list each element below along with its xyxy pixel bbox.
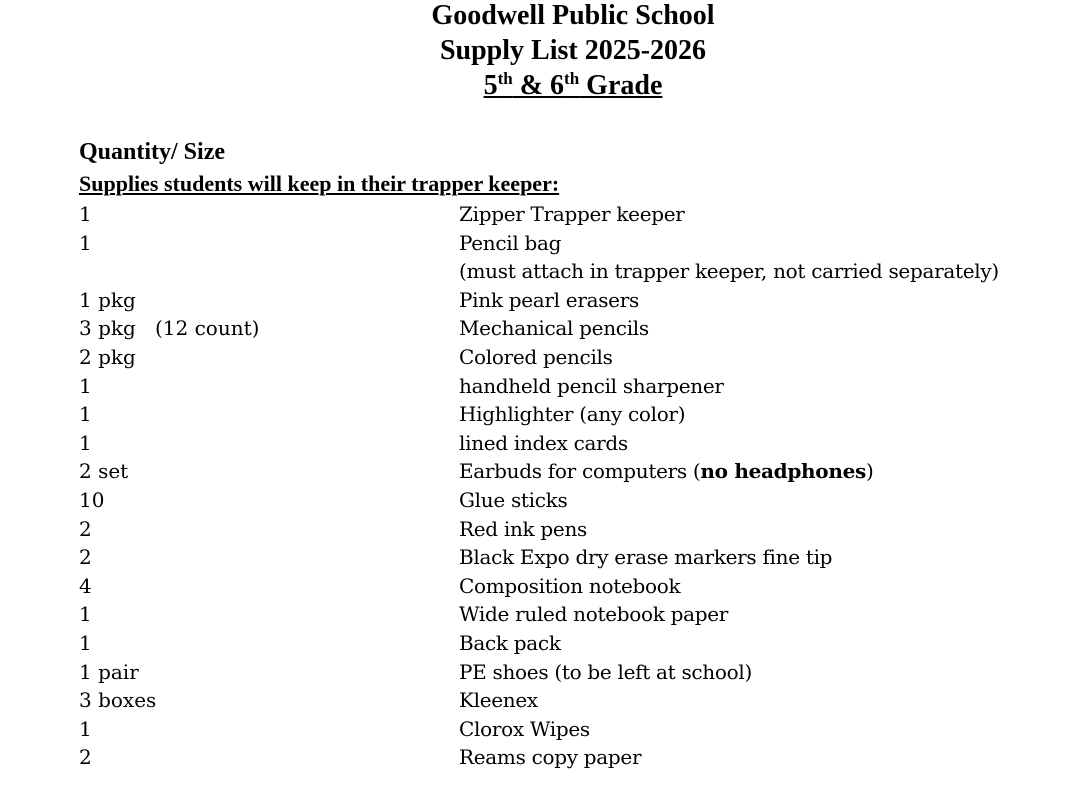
item-quantity	[79, 486, 104, 515]
item-description-text: Pencil bag	[459, 230, 562, 255]
item-quantity	[79, 600, 92, 629]
item-description	[459, 486, 567, 515]
item-description-text: Pink pearl erasers	[459, 287, 639, 312]
section-heading: Supplies students will keep in their trapper keeper:	[79, 171, 560, 196]
list-item	[0, 543, 1065, 572]
item-description-text: (must attach in trapper keeper, not carried separately)	[459, 259, 999, 284]
item-quantity-value: 1 pkg	[79, 287, 136, 312]
item-quantity	[79, 286, 136, 315]
item-description-text: lined index cards	[459, 430, 628, 455]
list-item	[0, 343, 1065, 372]
item-quantity	[79, 658, 139, 687]
item-description	[459, 257, 999, 286]
item-quantity-value: 1	[79, 373, 92, 398]
quantity-heading: Quantity/ Size	[79, 139, 226, 165]
item-description	[459, 715, 590, 744]
item-quantity-value: 10	[79, 487, 105, 512]
item-quantity-value: 1	[79, 430, 92, 455]
item-description-text: Glue sticks	[459, 487, 568, 512]
list-item	[0, 257, 1065, 286]
item-quantity	[79, 457, 128, 486]
item-quantity-value: 3 boxes	[79, 688, 157, 713]
item-description-text: Clorox Wipes	[459, 716, 590, 741]
item-quantity-value: 2	[79, 745, 92, 770]
item-description	[459, 572, 680, 601]
item-description	[459, 429, 628, 458]
item-quantity	[79, 743, 92, 772]
item-quantity	[79, 429, 92, 458]
list-item	[0, 286, 1065, 315]
item-description	[459, 400, 685, 429]
item-quantity-value: 1	[79, 230, 92, 255]
grade-second-suffix: th	[564, 69, 580, 88]
item-description	[459, 543, 832, 572]
item-quantity-value: 2 pkg	[79, 344, 136, 369]
list-item	[0, 486, 1065, 515]
item-quantity	[79, 229, 92, 258]
grade-title	[0, 68, 1065, 103]
grade-first-num: 5	[483, 70, 498, 101]
item-quantity-value: 1	[79, 716, 92, 741]
grade-first-suffix: th	[497, 69, 513, 88]
item-description-text: Highlighter (any color)	[459, 402, 686, 427]
item-description	[459, 600, 728, 629]
item-quantity-value: 2	[79, 516, 92, 541]
item-description-text: Colored pencils	[459, 344, 613, 369]
item-quantity-value: 1	[79, 630, 92, 655]
item-description	[459, 686, 538, 715]
item-quantity	[79, 715, 92, 744]
item-quantity-value: 4	[79, 573, 92, 598]
grade-amp: & 6	[512, 70, 565, 101]
list-item	[0, 429, 1065, 458]
list-item	[0, 200, 1065, 229]
item-quantity-value: 2	[79, 545, 92, 570]
list-item	[0, 743, 1065, 772]
item-quantity-value: 2 set	[79, 459, 129, 484]
list-item	[0, 629, 1065, 658]
item-quantity	[79, 400, 92, 429]
supply-list	[0, 200, 1065, 772]
item-description-text: Red ink pens	[459, 516, 587, 541]
item-description-text: Mechanical pencils	[459, 316, 649, 341]
item-quantity	[79, 314, 260, 343]
list-item	[0, 686, 1065, 715]
item-quantity-note: (12 count)	[155, 316, 260, 341]
item-description-text: Earbuds for computers (	[459, 459, 701, 484]
item-description-text: Back pack	[459, 630, 561, 655]
item-description	[459, 658, 752, 687]
grade-word: Grade	[579, 70, 663, 101]
list-title: Supply List 2025-2026	[439, 35, 707, 66]
item-quantity	[79, 515, 92, 544]
list-item	[0, 572, 1065, 601]
list-item	[0, 372, 1065, 401]
item-description	[459, 286, 639, 315]
item-quantity	[79, 686, 156, 715]
item-description-text: Zipper Trapper keeper	[459, 202, 685, 226]
item-quantity-value: 1	[79, 402, 92, 427]
item-quantity	[79, 200, 92, 229]
item-description-text: Reams copy paper	[459, 745, 642, 770]
item-description	[459, 343, 613, 372]
item-quantity-value: 1	[79, 202, 92, 226]
list-item	[0, 658, 1065, 687]
item-description-text: Wide ruled notebook paper	[459, 602, 729, 627]
item-description-text: Composition notebook	[459, 573, 681, 598]
school-name: Goodwell Public School	[431, 0, 715, 31]
item-quantity-value: 1 pair	[79, 659, 139, 684]
item-description	[459, 515, 587, 544]
item-quantity	[79, 372, 92, 401]
item-description	[459, 229, 561, 258]
item-quantity-value: 1	[79, 602, 92, 627]
list-item	[0, 457, 1065, 486]
item-description-text: Kleenex	[459, 688, 538, 713]
item-description-emphasis: no headphones	[700, 459, 866, 484]
item-quantity	[79, 543, 92, 572]
item-description	[459, 629, 561, 658]
item-quantity	[79, 629, 92, 658]
list-item	[0, 515, 1065, 544]
list-item	[0, 229, 1065, 258]
item-description	[459, 457, 873, 486]
item-quantity	[79, 572, 92, 601]
item-description-text: handheld pencil sharpener	[459, 373, 724, 398]
item-description	[459, 743, 641, 772]
list-item	[0, 400, 1065, 429]
list-item	[0, 715, 1065, 744]
item-quantity	[79, 343, 136, 372]
item-description	[459, 372, 724, 401]
list-item	[0, 600, 1065, 629]
list-item	[0, 314, 1065, 343]
item-description	[459, 314, 649, 343]
item-description	[459, 200, 685, 229]
item-description-text: PE shoes (to be left at school)	[459, 659, 752, 684]
item-quantity-value: 3 pkg	[79, 316, 136, 341]
item-description-text: Black Expo dry erase markers fine tip	[459, 545, 833, 570]
item-description-after: )	[865, 459, 874, 484]
